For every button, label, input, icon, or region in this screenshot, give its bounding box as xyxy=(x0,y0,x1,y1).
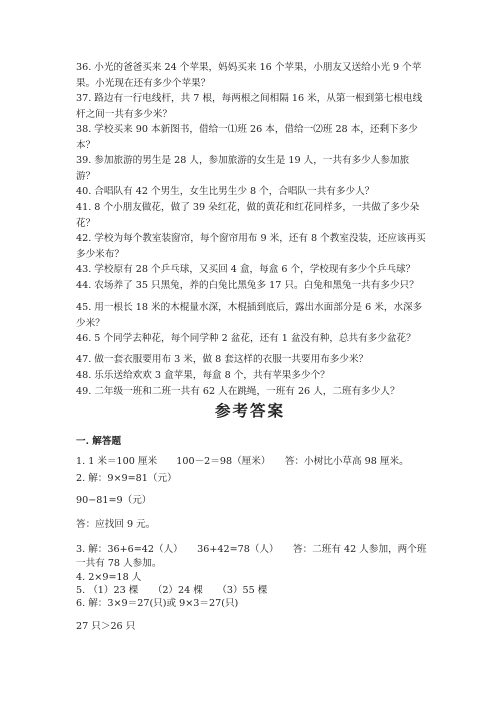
answer-line-2: 2. 解：9×9=81（元） xyxy=(76,473,177,484)
answers-title: 参考答案 xyxy=(214,401,285,420)
question-37: 37. 路边有一行电线杆，共 7 根，每两根之间相隔 16 米，从第一根到第七根电线杆之间一共有多少米？ xyxy=(76,93,423,120)
answer-line-8: 6. 解：3×9＝27(只)或 9×3＝27(只) xyxy=(76,598,239,609)
answer-line-1: 1. 1 米＝100 厘米 100－2＝98（厘米） 答：小树比小草高 98 厘米。 xyxy=(76,456,409,467)
question-45: 45. 用一根长 18 米的木棍量水深，木棍插到底后，露出水面部分是 6 米，水深多少米？ xyxy=(76,302,423,329)
answers-subtitle: 一. 解答题 xyxy=(76,436,122,447)
question-41: 41. 8 个小朋友做花，做了 39 朵红花，做的黄花和红花同样多，一共做了多少朵花？ xyxy=(76,202,420,229)
answer-line-7: 5. （1）23 棵 （2）24 棵 （3）55 棵 xyxy=(76,585,268,596)
question-38: 38. 学校买来 90 本新图书，借给一⑴班 26 本，借给一⑵班 28 本，还剩下多少本？ xyxy=(76,124,418,151)
question-48: 48. 乐乐送给欢欢 3 盒苹果，每盒 8 个，共有苹果多少个？ xyxy=(76,370,330,381)
question-49: 49. 二年级一班和二班一共有 62 人在跳绳，一班有 26 人，二班有多少人？ xyxy=(76,386,400,397)
question-43: 43. 学校原有 28 个乒乓球，又买回 4 盒，每盒 6 个，学校现有多少个乒乓球？ xyxy=(76,264,416,275)
question-42: 42. 学校为每个教室装窗帘，每个窗帘用布 9 米，还有 8 个教室没装，还应该再买多少米布？ xyxy=(76,233,426,260)
answer-line-4: 答：应找回 9 元。 xyxy=(76,519,156,530)
answer-line-9: 27 只＞26 只 xyxy=(76,621,136,632)
question-47: 47. 做一套衣服要用布 3 米，做 8 套这样的衣服一共要用布多少米？ xyxy=(76,354,369,365)
question-46: 46. 5 个同学去种花，每个同学种 2 盆花，还有 1 盆没有种，总共有多少盆花？ xyxy=(76,333,416,344)
answer-line-3: 90−81=9（元） xyxy=(76,495,152,506)
answer-line-6: 4. 2×9=18 人 xyxy=(76,572,142,583)
question-40: 40. 合唱队有 42 个男生，女生比男生少 8 个，合唱队一共有多少人？ xyxy=(76,186,375,197)
question-44: 44. 农场养了 35 只黑兔，养的白兔比黑兔多 17 只。白兔和黑兔一共有多少只？ xyxy=(76,280,419,291)
question-36: 36. 小光的爸爸买来 24 个苹果，妈妈买来 16 个苹果，小朋友又送给小光 9 个苹果。小光现在还有多少个苹果？ xyxy=(76,62,422,89)
answer-line-5: 3. 解：36+6=42（人） 36+42=78（人） 答：二班有 42 人参加，两个班一共有 78 人参加。 xyxy=(76,544,427,569)
question-39: 39. 参加旅游的男生是 28 人，参加旅游的女生是 19 人，一共有多少人参加旅游？ xyxy=(76,155,410,182)
